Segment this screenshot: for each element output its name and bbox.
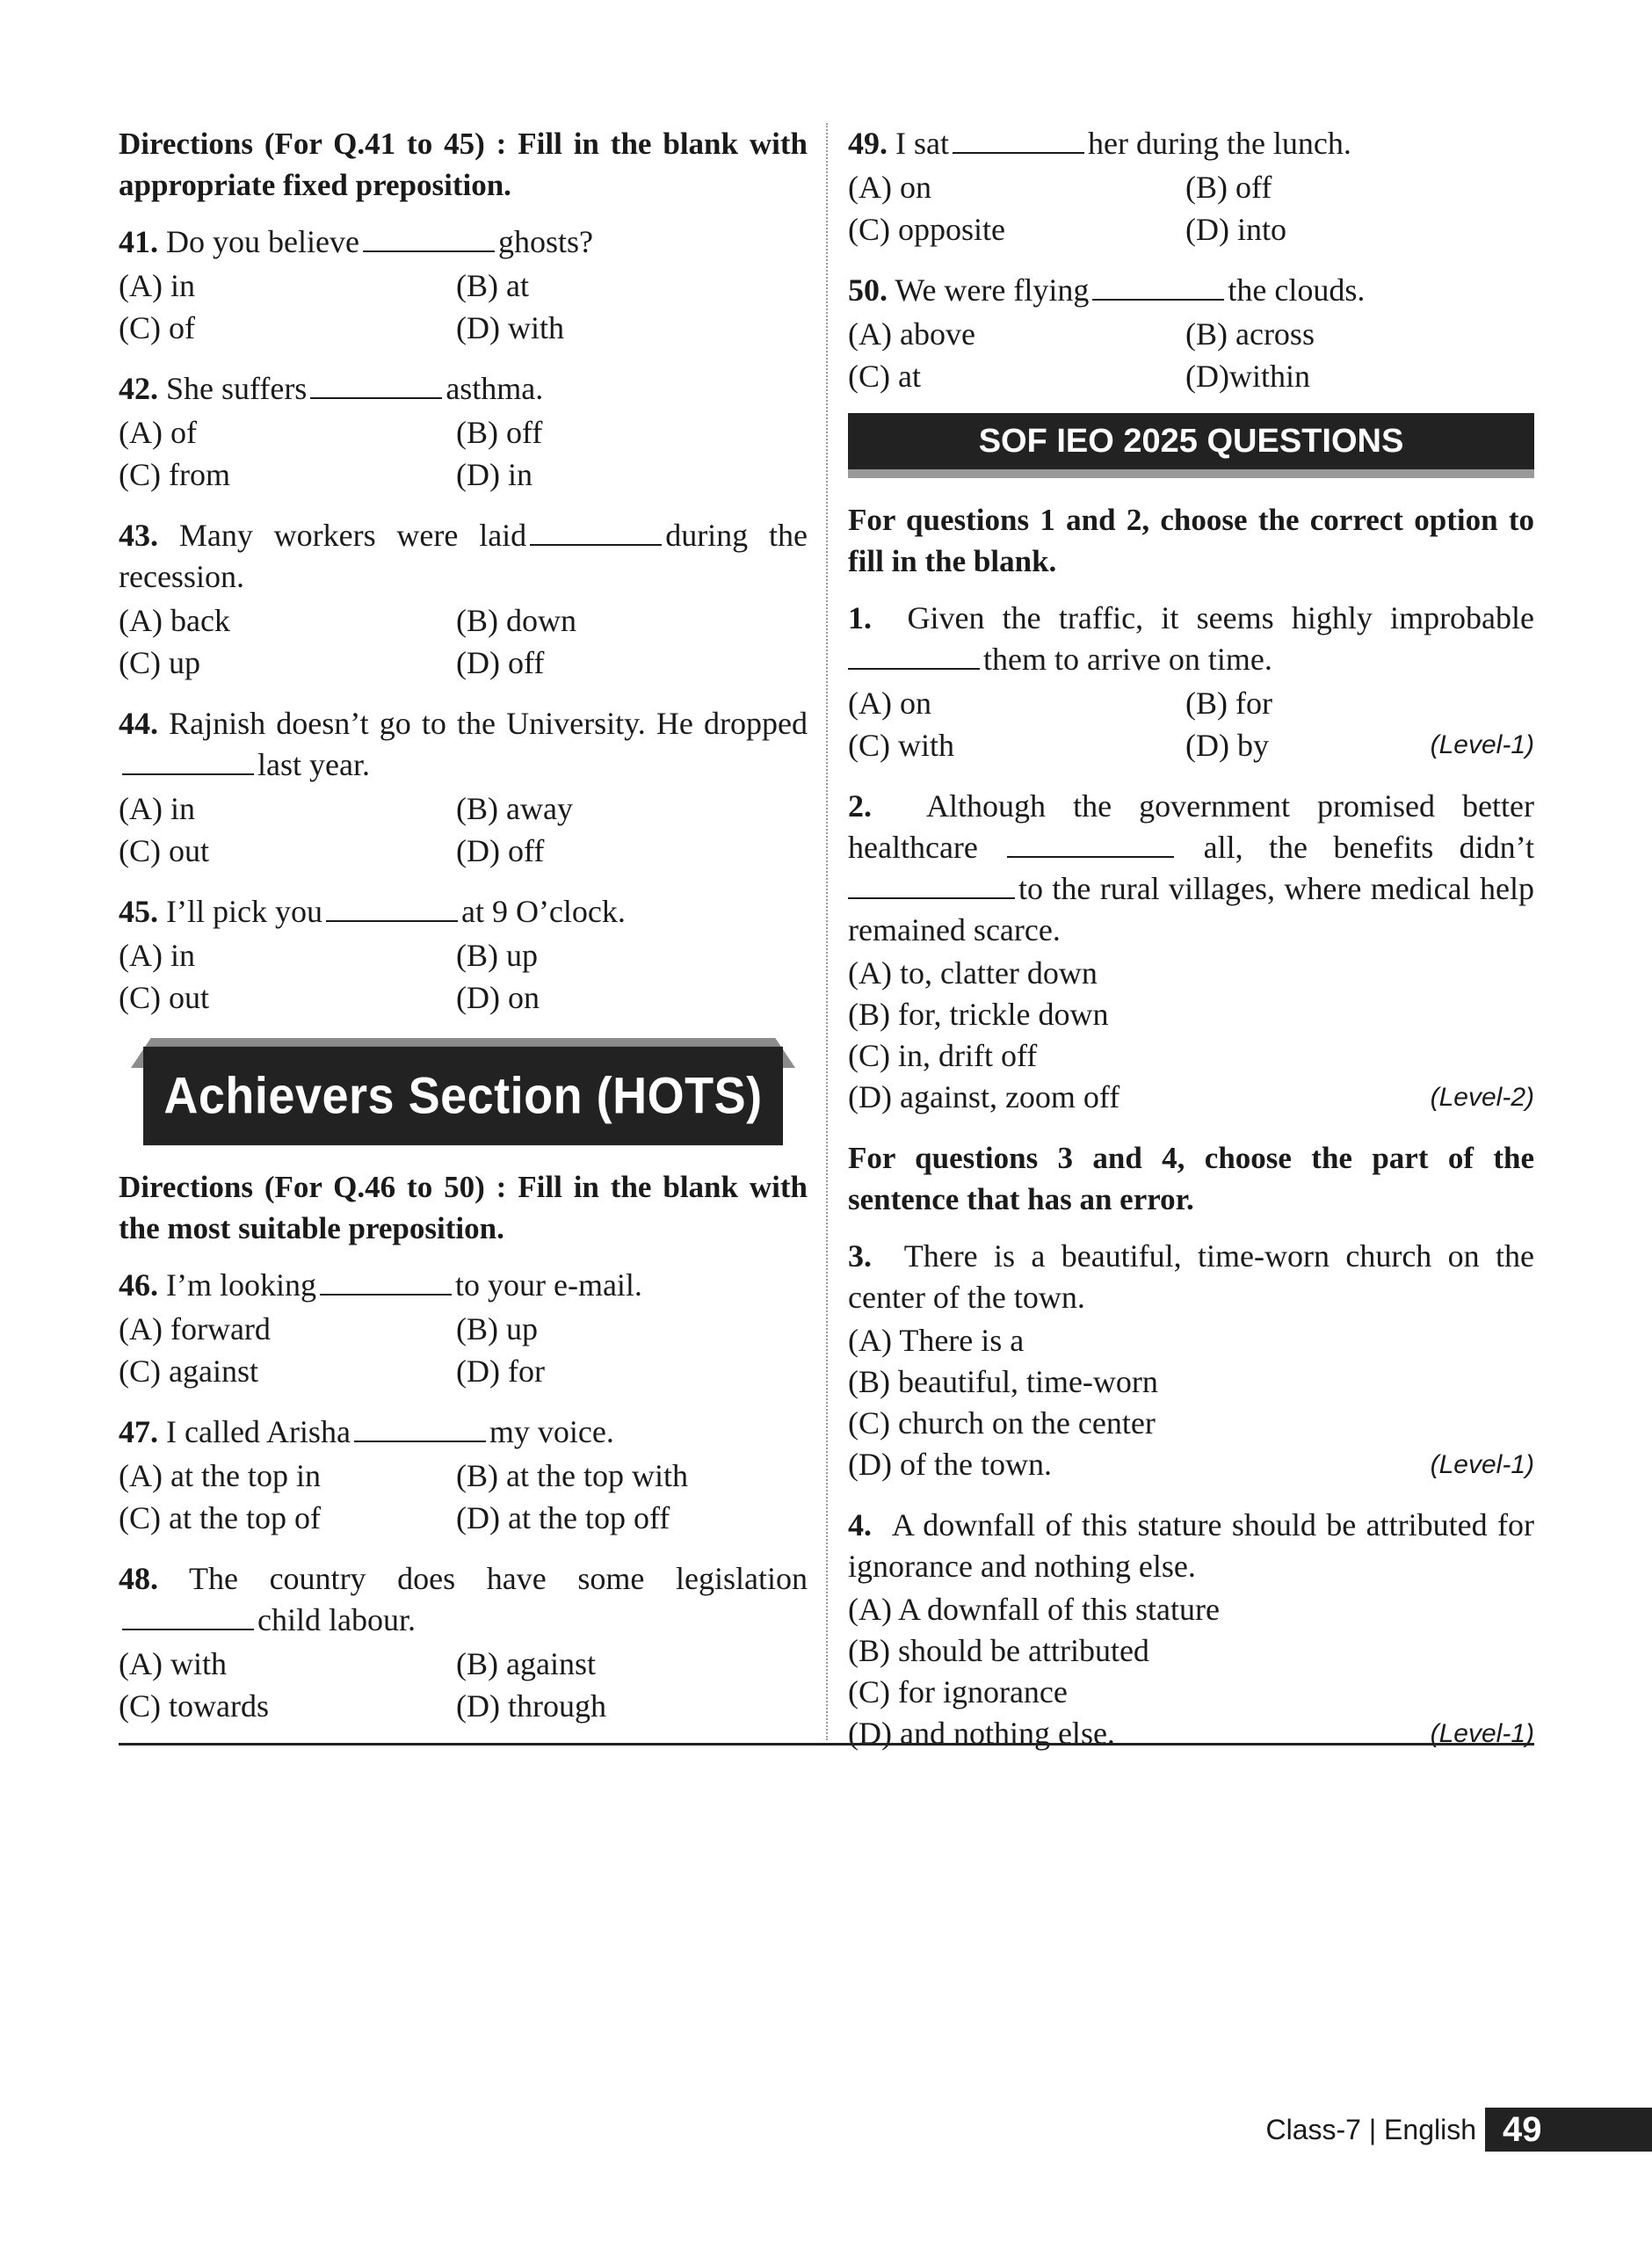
option-d: (D) for [456, 1354, 545, 1389]
blank [848, 668, 980, 670]
option-b: (B) for [1185, 686, 1272, 721]
difficulty-level: (Level-2) [1430, 1083, 1534, 1112]
option-a: (A) on [848, 686, 931, 721]
column-divider [826, 123, 828, 1740]
blank [1007, 856, 1174, 858]
option-a: (A) in [119, 268, 195, 303]
option-row [848, 1035, 1534, 1077]
sof-banner [848, 413, 1534, 478]
right-column [848, 123, 1534, 1774]
blank [530, 544, 662, 546]
question-number: 45. [119, 894, 158, 929]
option-c: (C) church on the center [848, 1405, 1156, 1441]
option-row [848, 1444, 1534, 1485]
option-c: (C) towards [119, 1688, 269, 1724]
question-50 [848, 270, 1534, 311]
question-text: to your e-mail. [454, 1267, 642, 1303]
option-a: (A) forward [119, 1311, 271, 1346]
question-text: them to arrive on time. [983, 642, 1272, 677]
options-47 [119, 1455, 808, 1539]
option-a: (A) with [119, 1646, 227, 1681]
blank [953, 152, 1084, 154]
blank [326, 920, 458, 922]
blank [1092, 299, 1224, 301]
question-text: I’ll pick you [166, 894, 322, 929]
question-number: 1. [848, 600, 872, 635]
options-44 [119, 788, 808, 872]
option-d: (D) by [1185, 728, 1269, 763]
option-b: (B) up [456, 1311, 538, 1346]
question-46 [119, 1265, 808, 1306]
sof-question-4 [848, 1505, 1534, 1587]
options-s4 [848, 1589, 1534, 1754]
options-43 [119, 599, 808, 684]
option-b: (B) away [456, 791, 573, 826]
option-row [848, 1403, 1534, 1444]
option-a: (A) on [848, 170, 931, 205]
options-s2 [848, 953, 1534, 1118]
option-a: (A) A downfall of this stature [848, 1592, 1220, 1627]
option-d: (D) with [456, 310, 564, 345]
option-b: (B) at the top with [456, 1458, 688, 1493]
option-d: (D) and nothing else. [848, 1716, 1115, 1751]
directions-q1-2: For questions 1 and 2, choose the correct option to fill in the blank. [848, 503, 1534, 578]
option-row [848, 1672, 1534, 1713]
option-d: (D) against, zoom off [848, 1079, 1120, 1114]
option-a: (A) in [119, 791, 195, 826]
option-b: (B) off [1185, 170, 1272, 205]
difficulty-level: (Level-1) [1430, 1719, 1534, 1748]
blank [310, 397, 442, 399]
option-row [848, 1589, 1534, 1630]
question-number: 2. [848, 788, 872, 824]
question-text: during the recession. [119, 518, 808, 594]
option-d: (D) into [1185, 212, 1286, 247]
page-content [119, 123, 1535, 1751]
question-47 [119, 1412, 808, 1453]
question-text: The country does have some legislation [188, 1561, 808, 1596]
option-c: (C) of [119, 310, 195, 345]
option-d: (D) in [456, 457, 533, 492]
directions-q41-45: Directions (For Q.41 to 45) : Fill in the blank with appropriate fixed preposition. [119, 127, 808, 202]
option-b: (B) across [1185, 316, 1315, 352]
option-row [848, 1077, 1534, 1118]
left-column [119, 123, 808, 1746]
option-d: (D) off [456, 833, 545, 868]
question-text: We were flying [895, 272, 1090, 308]
options-42 [119, 411, 808, 496]
option-c: (C) out [119, 980, 209, 1015]
question-number: 46. [119, 1267, 158, 1303]
question-number: 4. [848, 1507, 872, 1542]
question-text: Rajnish doesn’t go to the University. He dropped [169, 706, 808, 741]
option-c: (C) from [119, 457, 230, 492]
option-row [848, 1713, 1534, 1754]
option-b: (B) beautiful, time-worn [848, 1364, 1158, 1399]
question-text: the clouds. [1228, 272, 1366, 308]
question-text: my voice. [489, 1414, 614, 1449]
option-d: (D) off [456, 645, 545, 680]
difficulty-level: (Level-1) [1430, 1450, 1534, 1479]
option-c: (C) with [848, 728, 954, 763]
question-number: 48. [119, 1561, 158, 1596]
question-text: A downfall of this stature should be attributed for ignorance and nothing else. [848, 1507, 1534, 1584]
option-a: (A) There is a [848, 1323, 1025, 1358]
option-a: (A) above [848, 316, 975, 352]
question-text: her during the lunch. [1087, 126, 1351, 161]
option-d: (D) at the top off [456, 1500, 670, 1535]
option-b: (B) should be attributed [848, 1633, 1149, 1668]
options-41 [119, 265, 808, 349]
option-d: (D)within [1185, 359, 1310, 394]
question-43 [119, 515, 808, 598]
option-c: (C) up [119, 645, 200, 680]
blank [848, 897, 1015, 899]
question-number: 42. [119, 371, 158, 406]
question-text: I’m looking [166, 1267, 316, 1303]
question-text: There is a beautiful, time-worn church on the center of the town. [848, 1238, 1534, 1315]
question-text: to the rural villages, where medical help remained scarce. [848, 871, 1534, 947]
options-46 [119, 1308, 808, 1392]
option-row [848, 994, 1534, 1035]
question-text: Although the government promised better healthcare [848, 788, 1534, 865]
option-row [848, 1320, 1534, 1361]
question-44 [119, 703, 808, 786]
question-text: ghosts? [497, 224, 593, 259]
option-b: (B) for, trickle down [848, 997, 1109, 1032]
option-c: (C) at [848, 359, 921, 394]
question-text: at 9 O’clock. [460, 894, 626, 929]
blank [354, 1441, 486, 1442]
question-number: 50. [848, 272, 888, 308]
sof-question-1 [848, 598, 1534, 680]
question-49 [848, 123, 1534, 164]
option-d-row [1185, 724, 1534, 766]
option-a: (A) at the top in [119, 1458, 321, 1493]
question-number: 44. [119, 706, 158, 741]
footer-label: Class-7 | English [1265, 2113, 1476, 2145]
question-number: 49. [848, 126, 888, 161]
option-d: (D) of the town. [848, 1447, 1052, 1482]
question-text: I called Arisha [166, 1414, 351, 1449]
question-text: last year. [257, 747, 370, 782]
option-b: (B) off [456, 415, 543, 450]
option-a: (A) of [119, 415, 197, 450]
question-text: Given the traffic, it seems highly improbable [907, 600, 1535, 635]
option-c: (C) in, drift off [848, 1038, 1038, 1073]
banner-underline [848, 469, 1534, 478]
blank [122, 1629, 254, 1630]
option-a: (A) back [119, 603, 230, 638]
option-c: (C) for ignorance [848, 1674, 1068, 1709]
question-text: all, the benefits didn’t [1203, 830, 1535, 865]
question-48 [119, 1558, 808, 1641]
option-row [848, 1630, 1534, 1672]
directions-q3-4: For questions 3 and 4, choose the part of the sentence that has an error. [848, 1141, 1534, 1216]
option-b: (B) at [456, 268, 529, 303]
question-text: She suffers [166, 371, 308, 406]
page-number: 49 [1485, 2108, 1652, 2152]
question-41 [119, 221, 808, 263]
options-s1 [848, 682, 1534, 766]
option-a: (A) in [119, 938, 195, 973]
difficulty-level: (Level-1) [1430, 730, 1534, 759]
options-s3 [848, 1320, 1534, 1485]
question-text: I sat [895, 126, 949, 161]
options-49 [848, 166, 1534, 250]
blank [363, 250, 495, 252]
question-number: 47. [119, 1414, 158, 1449]
directions-q46-50: Directions (For Q.46 to 50) : Fill in the blank with the most suitable preposition. [119, 1170, 808, 1245]
question-number: 41. [119, 224, 158, 259]
option-d: (D) on [456, 980, 540, 1015]
option-b: (B) against [456, 1646, 596, 1681]
blank [320, 1294, 452, 1296]
question-text: asthma. [446, 371, 544, 406]
options-48 [119, 1643, 808, 1727]
question-number: 3. [848, 1238, 872, 1274]
question-text: Do you believe [166, 224, 359, 259]
option-d: (D) through [456, 1688, 606, 1724]
question-text: Many workers were laid [178, 518, 527, 553]
question-45 [119, 891, 808, 933]
question-42 [119, 368, 808, 410]
options-50 [848, 313, 1534, 397]
section-title: Achievers Section (HOTS) [143, 1047, 783, 1145]
blank [122, 773, 254, 775]
sof-question-2 [848, 786, 1534, 951]
option-row [848, 1361, 1534, 1403]
question-text: child labour. [257, 1602, 416, 1637]
option-b: (B) up [456, 938, 538, 973]
option-c: (C) against [119, 1354, 258, 1389]
sof-question-3 [848, 1236, 1534, 1318]
option-row [848, 953, 1534, 994]
bottom-rule [119, 1743, 1534, 1746]
options-45 [119, 934, 808, 1019]
option-a: (A) to, clatter down [848, 955, 1098, 991]
section-title: SOF IEO 2025 QUESTIONS [848, 413, 1534, 469]
question-number: 43. [119, 518, 158, 553]
hots-banner [119, 1038, 808, 1142]
page-footer [1265, 2108, 1652, 2152]
option-c: (C) at the top of [119, 1500, 321, 1535]
option-c: (C) opposite [848, 212, 1005, 247]
option-b: (B) down [456, 603, 576, 638]
option-c: (C) out [119, 833, 209, 868]
